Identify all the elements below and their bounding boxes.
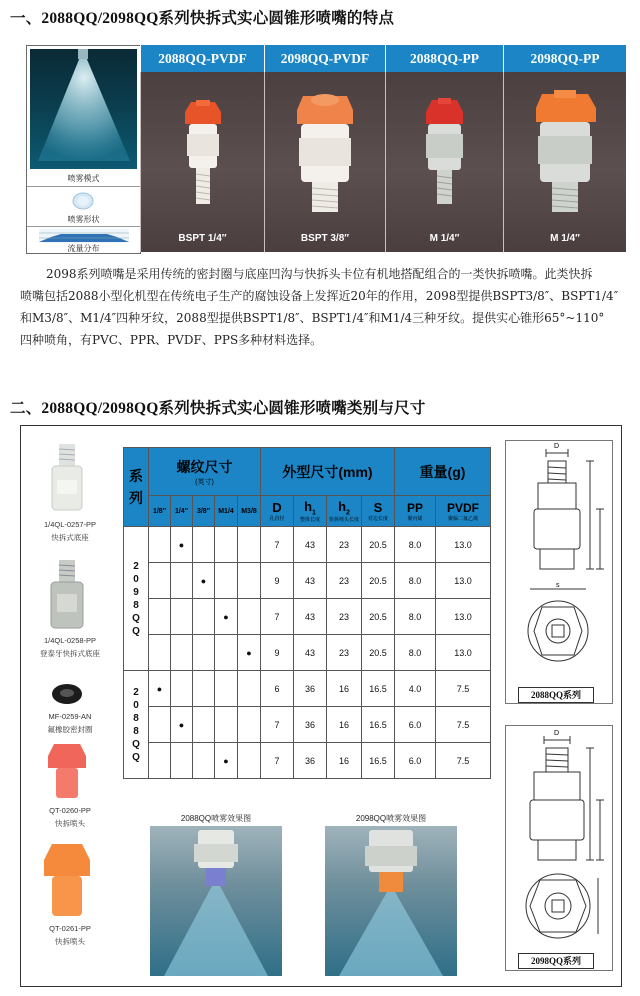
product-thread-caption: M 1/4″	[550, 233, 580, 244]
spray-pattern-panel	[26, 45, 141, 254]
thread-header-cell	[149, 448, 261, 496]
dim-col-header-h1: $h_1$ 整体长度	[294, 496, 327, 527]
thread-mark-cell	[193, 707, 215, 743]
thread-mark-cell	[193, 599, 215, 635]
spray-shape-icon	[71, 191, 95, 211]
spray-mode-label: 喷雾模式	[67, 174, 100, 183]
value-s: 20.5	[362, 635, 395, 671]
paragraph-line: 四种喷角，有PVC、PPR、PVDF、PPS多种材料选择。	[20, 333, 323, 347]
accessory-code: MF-0259-AN	[48, 712, 92, 721]
dim-header: 外型尺寸(mm)	[261, 448, 395, 496]
value-h1: 43	[294, 635, 327, 671]
drawing-2088qq	[505, 440, 613, 704]
thread-mark-cell: ●	[149, 671, 171, 707]
threaded-base-icon	[47, 560, 87, 632]
thread-mark-cell	[149, 527, 171, 563]
value-h1: 43	[294, 599, 327, 635]
product-photo-2098qq-pvdf	[264, 72, 385, 252]
nozzle-image	[265, 72, 385, 252]
nozzle-image	[386, 72, 503, 252]
spray-pattern-photo	[30, 49, 137, 169]
quick-head-orange-icon	[40, 840, 94, 920]
value-s: 20.5	[362, 527, 395, 563]
thread-col-header: 1/8″	[149, 496, 171, 527]
thread-mark-cell	[193, 635, 215, 671]
thread-mark-cell	[215, 671, 238, 707]
accessory-name: 氟橡胶密封圈	[47, 725, 93, 734]
effect-photo-2098qq	[325, 826, 457, 976]
effect-caption-2088qq: 2088QQ喷雾效果图	[180, 814, 252, 823]
thread-mark-cell	[215, 563, 238, 599]
value-s: 16.5	[362, 743, 395, 779]
product-header-2098qq-pvdf: 2098QQ-PVDF	[264, 45, 385, 72]
value-pvdf: 13.0	[436, 599, 491, 635]
product-photo-2088qq-pp	[385, 72, 503, 252]
quick-base-icon	[47, 444, 87, 514]
value-pp: 8.0	[395, 563, 436, 599]
value-h1: 36	[294, 707, 327, 743]
thread-mark-cell	[215, 527, 238, 563]
value-pp: 6.0	[395, 707, 436, 743]
paragraph-line: 2098系列喷嘴是采用传统的密封圈与底座凹沟与快拆头卡位有机地搭配组合的一类快拆喷嘴。此类快拆	[46, 267, 593, 281]
value-h2: 16	[327, 743, 362, 779]
thread-mark-cell	[238, 563, 261, 599]
thread-mark-cell	[193, 527, 215, 563]
thread-mark-cell: ●	[238, 635, 261, 671]
value-d: 7	[261, 527, 294, 563]
value-d: 9	[261, 563, 294, 599]
value-pvdf: 13.0	[436, 635, 491, 671]
spec-row	[124, 743, 491, 779]
thread-mark-cell: ●	[171, 527, 193, 563]
accessory-code: 1/4QL-0257-PP	[43, 520, 97, 529]
section1-title: 一、2088QQ/2098QQ系列快拆式实心圆锥形喷嘴的特点	[10, 10, 395, 27]
value-h1: 36	[294, 671, 327, 707]
series-cell: 2 0 9 8 Q Q	[124, 527, 149, 671]
thread-mark-cell	[171, 635, 193, 671]
spec-row	[124, 527, 491, 563]
weight-col-header-pvdf: PVDF 聚偏二氟乙烯	[436, 496, 491, 527]
section2-title: 二、2088QQ/2098QQ系列快拆式实心圆锥形喷嘴类别与尺寸	[10, 400, 426, 417]
effect-caption-2098qq: 2098QQ喷雾效果图	[355, 814, 427, 823]
dim-col-header-s: S 对边长度	[362, 496, 395, 527]
drawing-label-2098qq: 2098QQ系列	[518, 953, 594, 969]
series-cell: 2 0 8 8 Q Q	[124, 671, 149, 779]
paragraph-line: 喷嘴包括2088小型化机型在传统电子生产的腐蚀设备上发挥近20年的作用，2098型提供BSPT3/8″、BSPT1/4″	[20, 289, 619, 303]
thread-mark-cell	[149, 707, 171, 743]
product-thread-caption: BSPT 1/4″	[178, 233, 227, 244]
thread-mark-cell	[149, 563, 171, 599]
value-h1: 36	[294, 743, 327, 779]
thread-mark-cell	[193, 671, 215, 707]
product-thread-caption: BSPT 3/8″	[300, 233, 350, 244]
nozzle-image	[504, 72, 626, 252]
thread-mark-cell	[149, 635, 171, 671]
dim-s-label: s	[556, 582, 560, 589]
thread-col-header: M1/4	[215, 496, 238, 527]
product-photo-2088qq-pvdf	[140, 72, 264, 252]
thread-mark-cell: ●	[215, 599, 238, 635]
product-header-2098qq-pp: 2098QQ-PP	[503, 45, 626, 72]
drawing-2098qq	[505, 725, 613, 971]
accessory-code: QT-0261-PP	[49, 924, 91, 933]
spray-shape-label: 喷雾形状	[67, 215, 100, 224]
thread-mark-cell	[171, 563, 193, 599]
value-h2: 23	[327, 635, 362, 671]
accessory-code: 1/4QL-0258-PP	[43, 636, 97, 645]
spec-table	[123, 447, 491, 779]
thread-mark-cell	[238, 743, 261, 779]
drawing-label-2088qq: 2088QQ系列	[518, 687, 594, 703]
value-h2: 23	[327, 599, 362, 635]
thread-mark-cell	[238, 671, 261, 707]
value-pvdf: 7.5	[436, 743, 491, 779]
value-h2: 23	[327, 563, 362, 599]
value-s: 16.5	[362, 671, 395, 707]
accessory-name: 登泰牙快拆式底座	[40, 649, 100, 658]
thread-mark-cell	[149, 743, 171, 779]
series-header: 系列	[124, 448, 149, 527]
thread-mark-cell	[238, 599, 261, 635]
thread-mark-cell	[238, 707, 261, 743]
accessory-name: 快拆式底座	[51, 533, 89, 542]
thread-mark-cell: ●	[215, 743, 238, 779]
value-d: 7	[261, 707, 294, 743]
description-paragraph	[20, 263, 630, 351]
thread-mark-cell	[171, 599, 193, 635]
thread-mark-cell: ●	[193, 563, 215, 599]
value-pp: 4.0	[395, 671, 436, 707]
product-photo-2098qq-pp	[503, 72, 626, 252]
weight-header: 重量(g)	[395, 448, 491, 496]
thread-col-header: M3/8	[238, 496, 261, 527]
value-d: 7	[261, 743, 294, 779]
value-h1: 43	[294, 563, 327, 599]
thread-mark-cell	[149, 599, 171, 635]
value-pp: 8.0	[395, 599, 436, 635]
value-h2: 16	[327, 707, 362, 743]
dim-d-label: D	[554, 443, 560, 450]
value-pp: 8.0	[395, 635, 436, 671]
nozzle-image	[141, 72, 264, 252]
value-d: 7	[261, 599, 294, 635]
accessory-list	[22, 432, 118, 982]
thread-unit: (英寸)	[195, 478, 214, 486]
value-d: 6	[261, 671, 294, 707]
value-pvdf: 7.5	[436, 671, 491, 707]
thread-col-header: 3/8″	[193, 496, 215, 527]
dim-col-header-h2: $h_2$ 快拆喷头长度	[327, 496, 362, 527]
value-h2: 16	[327, 671, 362, 707]
value-pvdf: 13.0	[436, 527, 491, 563]
effect-photo-2088qq	[150, 826, 282, 976]
accessory-code: QT-0260-PP	[49, 806, 91, 815]
flow-distribution-icon	[39, 229, 129, 243]
dim-col-header-d: D 孔直径	[261, 496, 294, 527]
weight-col-header-pp: PP 聚丙烯	[395, 496, 436, 527]
product-header-2088qq-pvdf: 2088QQ-PVDF	[140, 45, 264, 72]
thread-mark-cell	[215, 635, 238, 671]
spec-row	[124, 707, 491, 743]
value-pvdf: 13.0	[436, 563, 491, 599]
thread-mark-cell	[171, 671, 193, 707]
thread-mark-cell	[193, 743, 215, 779]
value-pp: 8.0	[395, 527, 436, 563]
thread-mark-cell	[171, 743, 193, 779]
value-h1: 43	[294, 527, 327, 563]
accessory-name: 快拆喷头	[55, 937, 85, 946]
flow-distribution-label: 流量分布	[67, 244, 100, 253]
value-s: 20.5	[362, 599, 395, 635]
quick-head-red-icon	[44, 742, 90, 800]
spec-row	[124, 563, 491, 599]
thread-mark-cell	[215, 707, 238, 743]
spec-row	[124, 599, 491, 635]
spec-row	[124, 671, 491, 707]
seal-ring-icon	[50, 682, 84, 706]
product-header-2088qq-pp: 2088QQ-PP	[385, 45, 503, 72]
thread-header: 螺纹尺寸	[176, 458, 233, 475]
value-d: 9	[261, 635, 294, 671]
product-thread-caption: M 1/4″	[429, 233, 460, 244]
thread-mark-cell: ●	[171, 707, 193, 743]
thread-col-header: 1/4″	[171, 496, 193, 527]
value-pp: 6.0	[395, 743, 436, 779]
value-s: 16.5	[362, 707, 395, 743]
accessory-name: 快拆喷头	[55, 819, 85, 828]
value-s: 20.5	[362, 563, 395, 599]
spec-row	[124, 635, 491, 671]
thread-mark-cell	[238, 527, 261, 563]
dim-d-label: D	[554, 730, 560, 737]
paragraph-line: 和M3/8″、M1/4″四种牙纹，2088型提供BSPT1/8″、BSPT1/4″和M1/4三种牙纹。提供实心锥形65°~110°	[20, 311, 605, 325]
value-pvdf: 7.5	[436, 707, 491, 743]
value-h2: 23	[327, 527, 362, 563]
